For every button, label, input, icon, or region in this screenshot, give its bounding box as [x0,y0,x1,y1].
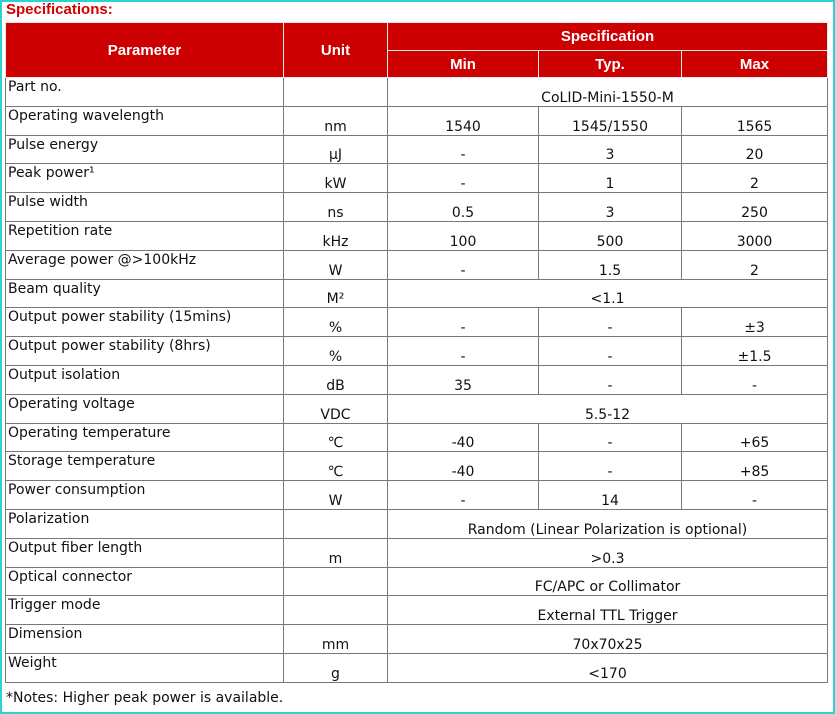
min-cell: -40 [388,423,539,452]
parameter-cell: Dimension [6,625,284,654]
parameter-cell: Average power @>100kHz [6,250,284,279]
table-row [6,106,828,135]
max-cell: - [682,365,828,394]
max-cell: +85 [682,452,828,481]
unit-cell: kW [284,164,388,193]
unit-cell [284,78,388,107]
typ-cell: - [539,337,682,366]
typ-cell: - [539,365,682,394]
min-cell: - [388,481,539,510]
max-cell: ±1.5 [682,337,828,366]
table-row [6,78,828,107]
parameter-cell: Storage temperature [6,452,284,481]
spec-span-cell: FC/APC or Collimator [388,567,828,596]
parameter-cell: Pulse width [6,193,284,222]
header-typ: Typ. [539,51,682,78]
unit-cell: dB [284,365,388,394]
max-cell: 3000 [682,221,828,250]
min-cell: 35 [388,365,539,394]
parameter-cell: Weight [6,653,284,682]
header-max: Max [682,51,828,78]
unit-cell: VDC [284,394,388,423]
table-row [6,538,828,567]
parameter-cell: Operating voltage [6,394,284,423]
typ-cell: 500 [539,221,682,250]
unit-cell [284,509,388,538]
parameter-cell: Peak power¹ [6,164,284,193]
max-cell: 1565 [682,106,828,135]
table-row [6,164,828,193]
max-cell: ±3 [682,308,828,337]
spec-span-cell: CoLID-Mini-1550-M [388,78,828,107]
table-row [6,452,828,481]
max-cell: 250 [682,193,828,222]
parameter-cell: Output isolation [6,365,284,394]
table-row [6,596,828,625]
parameter-cell: Output power stability (8hrs) [6,337,284,366]
max-cell: 20 [682,135,828,164]
header-specification: Specification [388,23,828,51]
unit-cell: % [284,308,388,337]
unit-cell: nm [284,106,388,135]
footnote: *Notes: Higher peak power is available. [6,690,284,706]
unit-cell: mm [284,625,388,654]
max-cell: 2 [682,164,828,193]
table-row [6,653,828,682]
parameter-cell: Operating wavelength [6,106,284,135]
unit-cell [284,596,388,625]
min-cell: - [388,164,539,193]
table-row [6,625,828,654]
typ-cell: 1545/1550 [539,106,682,135]
table-row [6,394,828,423]
parameter-cell: Beam quality [6,279,284,308]
typ-cell: 3 [539,193,682,222]
parameter-cell: Operating temperature [6,423,284,452]
table-row [6,279,828,308]
typ-cell: 1 [539,164,682,193]
unit-cell: ℃ [284,452,388,481]
parameter-cell: Output fiber length [6,538,284,567]
unit-cell: % [284,337,388,366]
min-cell: 100 [388,221,539,250]
max-cell: +65 [682,423,828,452]
table-row [6,221,828,250]
section-heading: Specifications: [6,1,113,18]
unit-cell: ℃ [284,423,388,452]
unit-cell: ns [284,193,388,222]
table-row [6,193,828,222]
parameter-cell: Repetition rate [6,221,284,250]
min-cell: - [388,308,539,337]
parameter-cell: Trigger mode [6,596,284,625]
parameter-cell: Part no. [6,78,284,107]
typ-cell: - [539,308,682,337]
max-cell: - [682,481,828,510]
table-row [6,308,828,337]
table-row [6,337,828,366]
min-cell: - [388,135,539,164]
max-cell: 2 [682,250,828,279]
unit-cell: g [284,653,388,682]
spec-span-cell: <1.1 [388,279,828,308]
min-cell: 1540 [388,106,539,135]
parameter-cell: Power consumption [6,481,284,510]
spec-span-cell: >0.3 [388,538,828,567]
parameter-cell: Optical connector [6,567,284,596]
unit-cell: W [284,250,388,279]
unit-cell: M² [284,279,388,308]
unit-cell: kHz [284,221,388,250]
unit-cell [284,567,388,596]
header-unit: Unit [284,23,388,78]
header-min: Min [388,51,539,78]
unit-cell: m [284,538,388,567]
min-cell: - [388,250,539,279]
table-row [6,509,828,538]
header-parameter: Parameter [6,23,284,78]
typ-cell: 14 [539,481,682,510]
specification-table [5,22,828,683]
min-cell: 0.5 [388,193,539,222]
typ-cell: 1.5 [539,250,682,279]
table-row [6,135,828,164]
table-body [6,78,828,683]
spec-span-cell: <170 [388,653,828,682]
typ-cell: 3 [539,135,682,164]
parameter-cell: Polarization [6,509,284,538]
typ-cell: - [539,423,682,452]
parameter-cell: Output power stability (15mins) [6,308,284,337]
unit-cell: μJ [284,135,388,164]
spec-span-cell: Random (Linear Polarization is optional) [388,509,828,538]
table-row [6,250,828,279]
table-row [6,423,828,452]
spec-span-cell: 5.5-12 [388,394,828,423]
min-cell: -40 [388,452,539,481]
table-row [6,481,828,510]
table-row [6,567,828,596]
table-row [6,365,828,394]
unit-cell: W [284,481,388,510]
spec-span-cell: External TTL Trigger [388,596,828,625]
typ-cell: - [539,452,682,481]
parameter-cell: Pulse energy [6,135,284,164]
spec-span-cell: 70x70x25 [388,625,828,654]
min-cell: - [388,337,539,366]
